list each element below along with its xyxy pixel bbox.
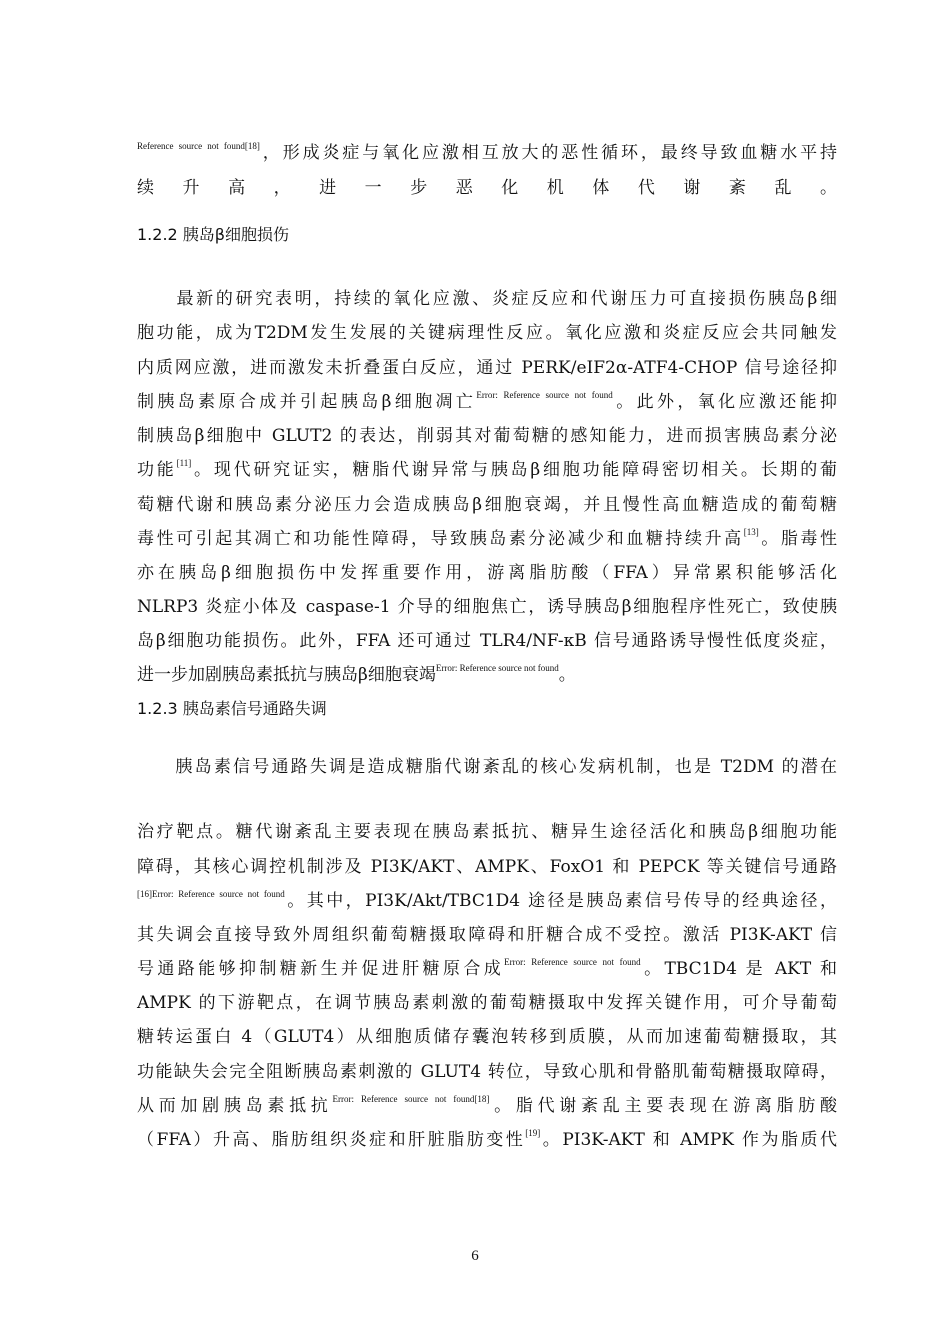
body-text-line [137,815,837,849]
text-run: 障碍，其核心调控机制涉及 PI3K/AKT、AMPK、FoxO1 和 PEPCK 等关键信号通路 [137,857,837,877]
body-text-line [137,624,837,658]
text-run: 最新的研究表明，持续的氧化应激、炎症反应和代谢压力可直接损伤胰岛β细 [137,289,837,309]
body-text-line [137,850,837,884]
citation-superscript: [16]Error: Reference source not found [137,889,285,899]
text-run: 。TBC1D4 是 AKT 和 [640,959,837,979]
text-run: 。脂代谢紊乱主要表现在游离脂肪酸 [489,1096,838,1116]
body-text-line [137,171,837,205]
text-run: 胞功能，成为T2DM发生发展的关键病理性反应。氧化应激和炎症反应会共同触发 [137,323,837,343]
text-run: 。现代研究证实，糖脂代谢异常与胰岛β细胞功能障碍密切相关。长期的葡 [191,460,838,480]
citation-superscript: [19] [525,1128,541,1138]
text-run: 。其中，PI3K/Akt/TBC1D4 途径是胰岛素信号传导的经典途径， [284,891,837,911]
text-run: NLRP3 炎症小体及 caspase-1 介导的细胞焦亡，诱导胰岛β细胞程序性死亡，致使胰 [137,597,837,617]
body-text-line [137,385,837,419]
page-number: 6 [471,1248,479,1264]
text-run: 制胰岛素原合成并引起胰岛β细胞凋亡 [137,392,477,412]
citation-superscript: [11] [176,458,192,468]
citation-superscript: Error: Reference source not found [435,663,559,673]
citation-superscript: Error: Reference source not found [476,390,613,400]
text-run: AMPK 的下游靶点，在调节胰岛素刺激的葡萄糖摄取中发挥关键作用，可介导葡萄 [137,993,837,1013]
body-text-line [137,136,837,170]
text-run: 。 [558,665,576,685]
text-run: 号通路能够抑制糖新生并促进肝糖原合成 [137,959,505,979]
body-text-line [137,1055,837,1089]
body-text-line [137,918,837,952]
body-text-line [137,1020,837,1054]
citation-superscript: Error: Reference source not found[18] [332,1094,490,1104]
text-run: 萄糖代谢和胰岛素分泌压力会造成胰岛β细胞衰竭，并且慢性高血糖造成的葡萄糖 [137,495,837,515]
text-run: （FFA）升高、脂肪组织炎症和肝脏脂肪变性 [137,1130,526,1150]
body-text-line [137,282,837,316]
text-run: 。此外，氧化应激还能抑 [612,392,838,412]
body-text-line [137,351,837,385]
text-run: 。脂毒性 [758,529,838,549]
body-text-line [137,556,837,590]
body-text-line [137,1089,837,1123]
body-text-line [137,453,837,487]
text-run: 内质网应激，进而激发未折叠蛋白反应，通过 PERK/eIF2α-ATF4-CHOP 信号途径抑 [137,358,837,378]
citation-superscript: Error: Reference source not found [504,957,641,967]
text-run: 进一步加剧胰岛素抵抗与胰岛β细胞衰竭 [137,665,436,685]
text-run: 续升高，进一步恶化机体代谢紊乱。 [137,178,837,198]
text-run: 岛β细胞功能损伤。此外，FFA 还可通过 TLR4/NF-κB 信号通路诱导慢性低度炎症， [137,631,837,651]
text-run: 。PI3K-AKT 和 AMPK 作为脂质代 [540,1130,838,1150]
body-text-line [137,952,837,986]
body-text-line [137,658,837,692]
section-heading: 1.2.2 胰岛β细胞损伤 [137,225,290,244]
text-run: 治疗靶点。糖代谢紊乱主要表现在胰岛素抵抗、糖异生途径活化和胰岛β细胞功能 [137,822,837,842]
body-text-line [137,750,837,784]
text-run: 其失调会直接导致外周组织葡萄糖摄取障碍和肝糖合成不受控。激活 PI3K-AKT 信 [137,925,837,945]
citation-superscript: Reference source not found[18] [137,141,260,151]
text-run: 从而加剧胰岛素抵抗 [137,1096,333,1116]
body-text-line [137,419,837,453]
body-text-line [137,986,837,1020]
text-run: 亦在胰岛β细胞损伤中发挥重要作用，游离脂肪酸（FFA）异常累积能够活化 [137,563,837,583]
text-run: 功能缺失会完全阻断胰岛素刺激的 GLUT4 转位，导致心肌和骨骼肌葡萄糖摄取障碍， [137,1062,837,1082]
body-text-line [137,884,837,918]
section-heading: 1.2.3 胰岛素信号通路失调 [137,699,327,718]
body-text-line [137,1123,837,1157]
citation-superscript: [13] [743,527,759,537]
text-run: 功能 [137,460,177,480]
body-text-line [137,316,837,350]
text-run: 毒性可引起其凋亡和功能性障碍，导致胰岛素分泌减少和血糖持续升高 [137,529,744,549]
body-text-line [137,488,837,522]
body-text-line [137,590,837,624]
text-run: 糖转运蛋白 4（GLUT4）从细胞质储存囊泡转移到质膜，从而加速葡萄糖摄取，其 [137,1027,837,1047]
text-run: ，形成炎症与氧化应激相互放大的恶性循环，最终导致血糖水平持 [259,143,838,163]
text-run: 胰岛素信号通路失调是造成糖脂代谢紊乱的核心发病机制，也是 T2DM 的潜在 [137,757,837,777]
text-run: 制胰岛β细胞中 GLUT2 的表达，削弱其对葡萄糖的感知能力，进而损害胰岛素分泌 [137,426,837,446]
body-text-line [137,522,837,556]
